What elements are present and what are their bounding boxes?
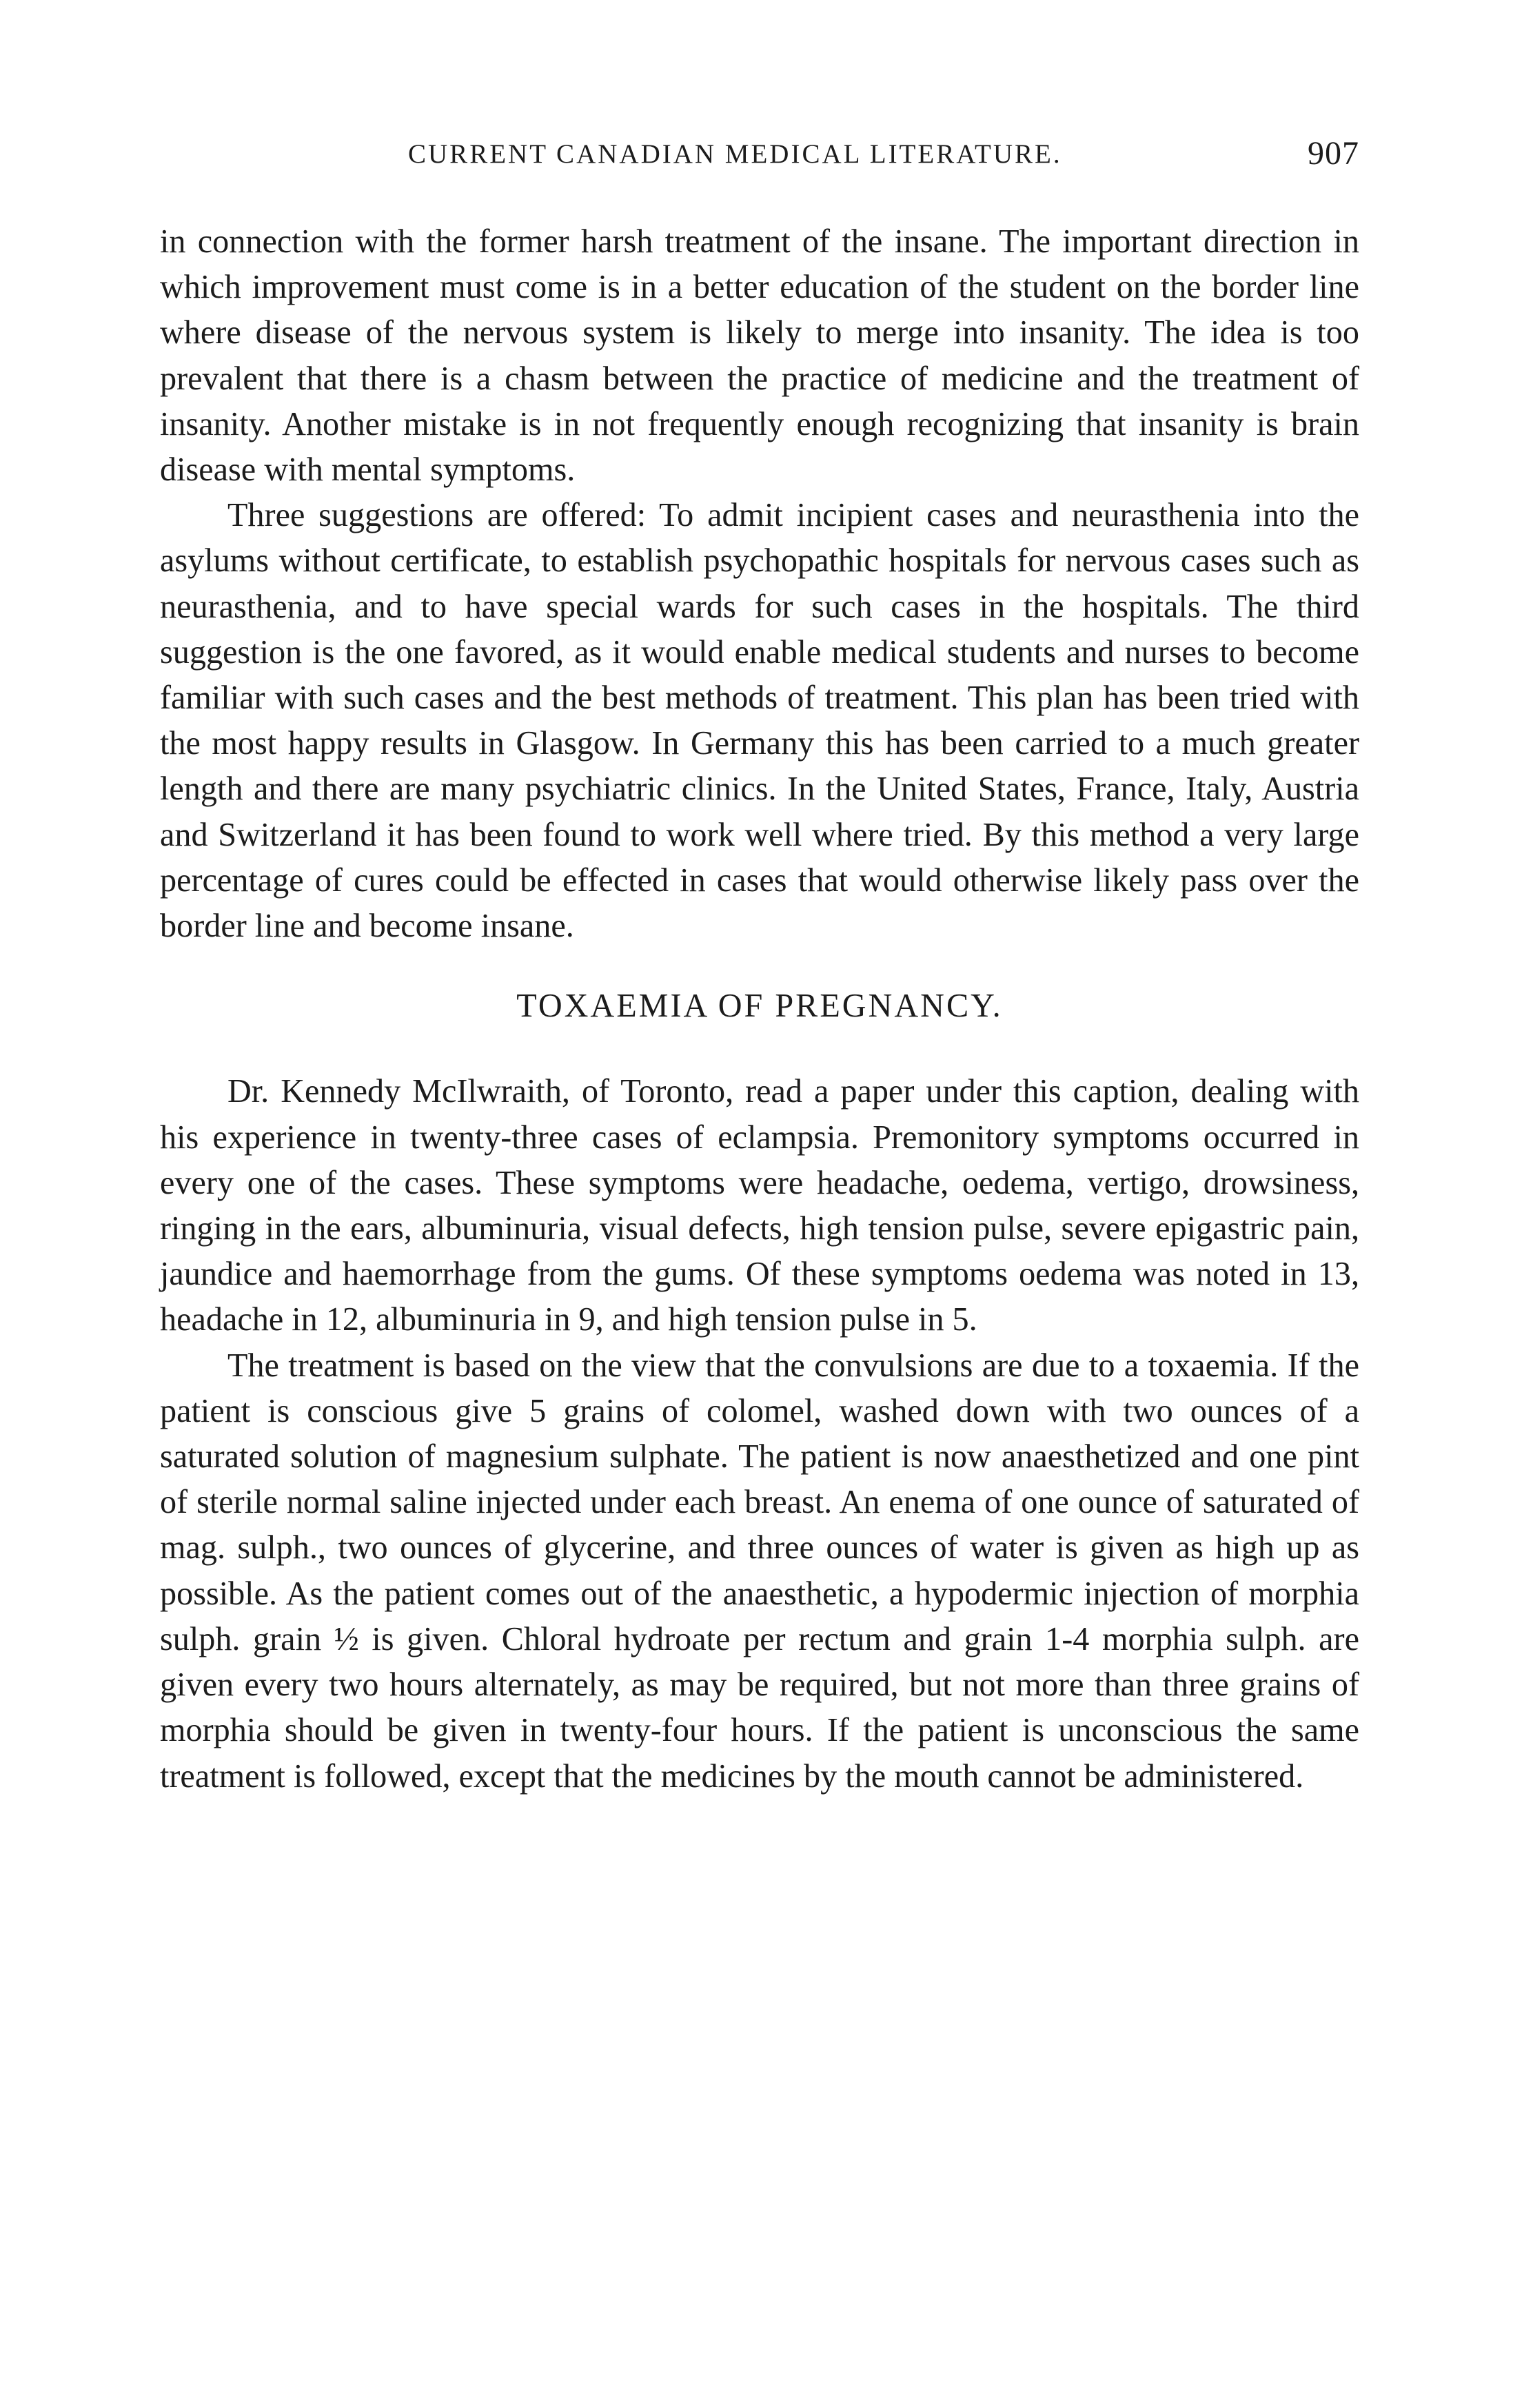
article-body — [160, 219, 1359, 1799]
paragraph-2: Three suggestions are offered: To admit incipient cases and neurasthenia into the asylums without certificate, to establish psychopathic hospitals for nervous cases such as neurasthenia, and to have special wards for such cases in the hospitals. The third suggestion is the one favored, as it would enable medical students and nurses to become familiar with such cases and the best methods of treatment. This plan has been tried with the most happy results in Glasgow. In Germany this has been carried to a much greater length and there are many psychiatric clinics. In the United States, France, Italy, Austria and Switzerland it has been found to work well where tried. By this method a very large percentage of cures could be effected in cases that would otherwise likely pass over the border line and become insane. — [160, 497, 1359, 945]
paragraph-1: in connection with the former harsh treatment of the insane. The important direction in which improvement must come is in a better education of the student on the border line where disease of the nervous system is likely to merge into insanity. The idea is too prevalent that there is a chasm between the practice of medicine and the treatment of insanity. Another mistake is in not frequently enough recognizing that insanity is brain disease with mental symptoms. — [160, 223, 1359, 489]
section-toxaemia — [160, 1069, 1359, 1799]
section-heading: TOXAEMIA OF PREGNANCY. — [516, 988, 1003, 1025]
running-title: CURRENT CANADIAN MEDICAL LITERATURE. — [408, 139, 1062, 169]
page-number: 907 — [1308, 135, 1359, 172]
running-header — [160, 134, 1359, 183]
paragraph-4: The treatment is based on the view that the convulsions are due to a toxaemia. If the patient is conscious give 5 grains of colomel, washed down with two ounces of a saturated solution of magnesium sulphate. The patient is now anaesthetized and one pint of sterile normal saline injected under each breast. An enema of one ounce of saturated of mag. sulph., two ounces of glycerine, and three ounces of water is given as high up as possible. As the patient comes out of the anaesthetic, a hypodermic injection of morphia sulph. grain ½ is given. Chloral hydroate per rectum and grain 1-4 morphia sulph. are given every two hours alternately, as may be required, but not more than three grains of morphia should be given in twenty-four hours. If the patient is unconscious the same treatment is followed, except that the medicines by the mouth cannot be administered. — [160, 1347, 1359, 1795]
paragraph-3: Dr. Kennedy McIlwraith, of Toronto, read a paper under this caption, dealing with his experience in twenty-three cases of eclampsia. Premonitory symptoms occurred in every one of the cases. These symptoms were headache, oedema, vertigo, drowsiness, ringing in the ears, albuminuria, visual defects, high tension pulse, severe epigastric pain, jaundice and haemorrhage from the gums. Of these symptoms oedema was noted in 13, headache in 12, albuminuria in 9, and high tension pulse in 5. — [160, 1073, 1359, 1338]
